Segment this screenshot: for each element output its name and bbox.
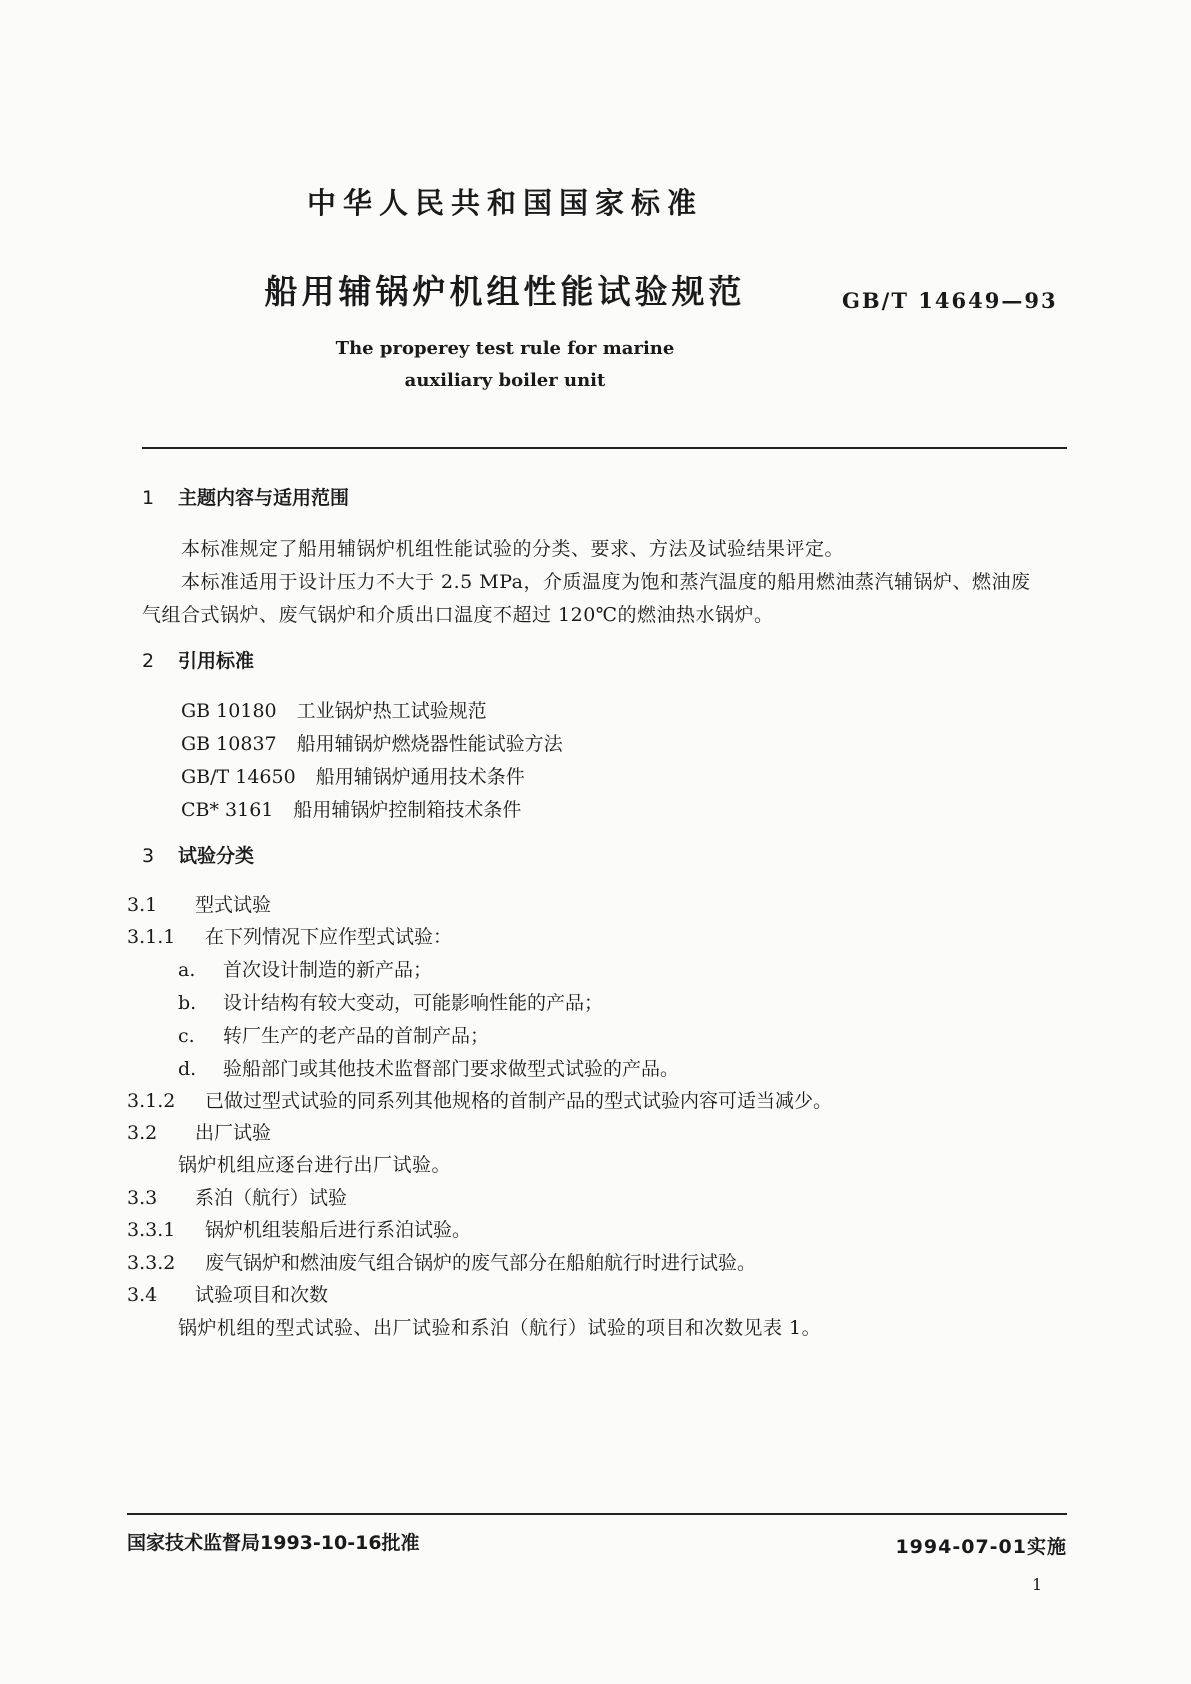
section-1-heading xyxy=(142,483,349,510)
clause-text: 废气锅炉和燃油废气组合锅炉的废气部分在船舶航行时进行试验。 xyxy=(205,1252,757,1274)
section-1-paragraph-1: 本标准规定了船用辅锅炉机组性能试验的分类、要求、方法及试验结果评定。 xyxy=(181,538,845,560)
top-divider xyxy=(142,447,1067,449)
clause-3-4 xyxy=(127,1280,328,1307)
list-letter: b. xyxy=(178,992,197,1014)
national-standard-heading: 中华人民共和国国家标准 xyxy=(306,186,703,220)
clause-3-1 xyxy=(127,890,271,917)
clause-3-1-1 xyxy=(127,922,452,949)
reference-code: GB 10180 xyxy=(181,700,277,722)
reference-name: 工业锅炉热工试验规范 xyxy=(296,700,487,722)
section-title: 主题内容与适用范围 xyxy=(178,487,350,509)
section-number: 2 xyxy=(142,650,155,672)
document-title: 船用辅锅炉机组性能试验规范 xyxy=(264,272,746,311)
reference-code: CB* 3161 xyxy=(181,799,274,821)
reference-item xyxy=(181,795,521,822)
clause-number: 3.1.2 xyxy=(127,1090,176,1112)
list-item xyxy=(178,955,432,982)
list-item xyxy=(178,1054,679,1081)
list-item xyxy=(178,1021,489,1048)
clause-text: 试验项目和次数 xyxy=(195,1284,329,1306)
list-letter: d. xyxy=(178,1058,197,1080)
clause-3-3 xyxy=(127,1183,347,1210)
section-2-heading xyxy=(142,646,254,673)
clause-text: 锅炉机组装船后进行系泊试验。 xyxy=(205,1219,472,1241)
clause-text: 已做过型式试验的同系列其他规格的首制产品的型式试验内容可适当减少。 xyxy=(205,1090,833,1112)
section-title: 引用标准 xyxy=(178,650,255,672)
list-item xyxy=(178,988,603,1015)
clause-3-3-1 xyxy=(127,1215,471,1242)
clause-3-2-paragraph: 锅炉机组应逐台进行出厂试验。 xyxy=(178,1154,452,1176)
reference-name: 船用辅锅炉燃烧器性能试验方法 xyxy=(296,733,563,755)
section-title: 试验分类 xyxy=(178,845,255,867)
list-text: 验船部门或其他技术监督部门要求做型式试验的产品。 xyxy=(223,1058,680,1080)
effective-date: 1994-07-01实施 xyxy=(895,1536,1067,1558)
page-number: 1 xyxy=(1032,1575,1043,1594)
clause-text: 系泊（航行）试验 xyxy=(195,1187,348,1209)
section-number: 1 xyxy=(142,487,155,509)
clause-number: 3.3 xyxy=(127,1187,158,1209)
list-text: 首次设计制造的新产品； xyxy=(223,959,433,981)
clause-text: 型式试验 xyxy=(195,894,272,916)
list-text: 设计结构有较大变动，可能影响性能的产品； xyxy=(223,992,604,1014)
clause-number: 3.3.1 xyxy=(127,1219,176,1241)
approval-note: 国家技术监督局1993-10-16批准 xyxy=(127,1532,420,1554)
reference-code: GB 10837 xyxy=(181,733,277,755)
reference-name: 船用辅锅炉通用技术条件 xyxy=(315,766,525,788)
clause-3-4-paragraph: 锅炉机组的型式试验、出厂试验和系泊（航行）试验的项目和次数见表 1。 xyxy=(178,1317,822,1339)
reference-item xyxy=(181,729,563,756)
clause-number: 3.3.2 xyxy=(127,1252,176,1274)
clause-3-3-2 xyxy=(127,1248,756,1275)
reference-code: GB/T 14650 xyxy=(181,766,296,788)
clause-3-2 xyxy=(127,1118,271,1145)
clause-number: 3.2 xyxy=(127,1122,158,1144)
english-title-line-1: The properey test rule for marine xyxy=(335,338,675,359)
list-text: 转厂生产的老产品的首制产品； xyxy=(223,1025,490,1047)
clause-number: 3.4 xyxy=(127,1284,158,1306)
bottom-divider xyxy=(127,1513,1067,1515)
clause-text: 在下列情况下应作型式试验： xyxy=(205,926,453,948)
clause-text: 出厂试验 xyxy=(195,1122,272,1144)
clause-number: 3.1.1 xyxy=(127,926,176,948)
list-letter: c. xyxy=(178,1025,195,1047)
reference-name: 船用辅锅炉控制箱技术条件 xyxy=(293,799,522,821)
section-number: 3 xyxy=(142,845,155,867)
reference-item xyxy=(181,696,487,723)
clause-3-1-2 xyxy=(127,1086,832,1113)
clause-number: 3.1 xyxy=(127,894,158,916)
section-1-paragraph-2-line-2: 气组合式锅炉、废气锅炉和介质出口温度不超过 120℃的燃油热水锅炉。 xyxy=(142,604,774,626)
list-letter: a. xyxy=(178,959,196,981)
section-3-heading xyxy=(142,841,254,868)
section-1-paragraph-2-line-1: 本标准适用于设计压力不大于 2.5 MPa，介质温度为饱和蒸汽温度的船用燃油蒸汽辅锅炉、燃油废 xyxy=(181,571,1031,593)
standard-code: GB/T 14649—93 xyxy=(842,288,1058,313)
english-title-line-2: auxiliary boiler unit xyxy=(404,370,606,391)
reference-item xyxy=(181,762,525,789)
